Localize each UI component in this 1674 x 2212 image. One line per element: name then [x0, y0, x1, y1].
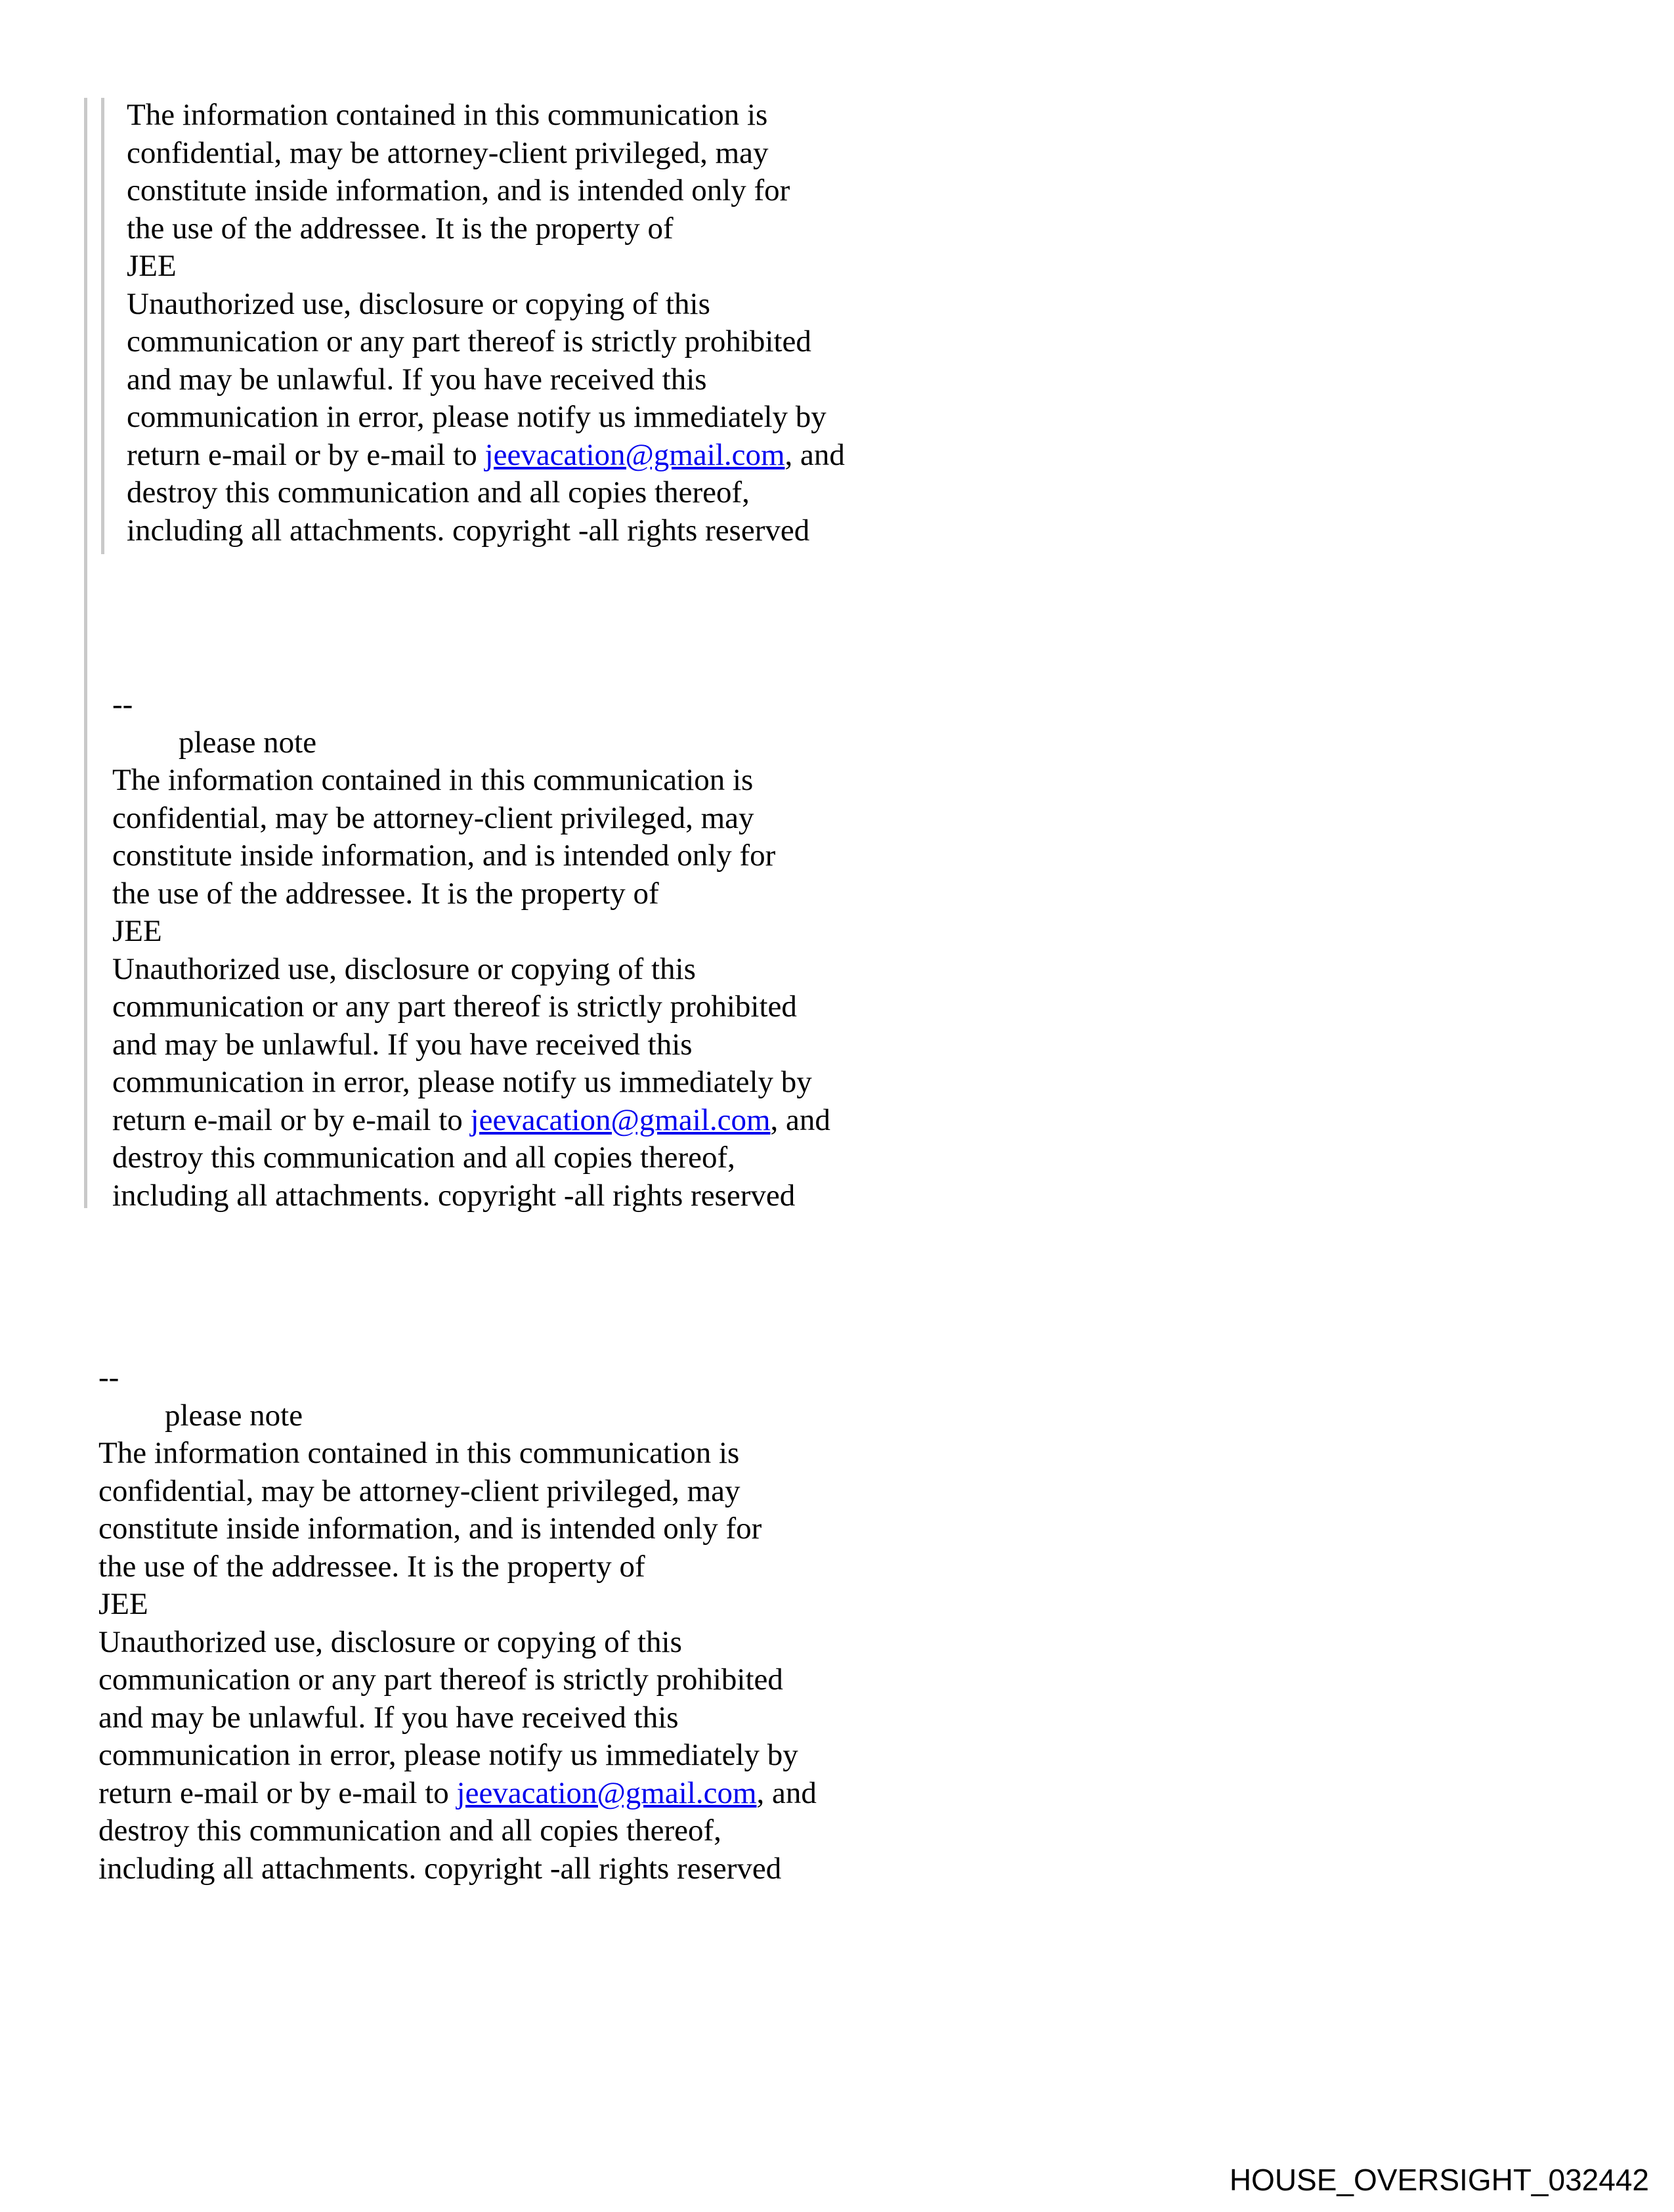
please-note-label: please note: [179, 725, 317, 760]
disclaimer-line: confidential, may be attorney-client privileged, may: [127, 135, 769, 170]
email-line-prefix: return e-mail or by e-mail to: [112, 1102, 471, 1137]
email-line-prefix: return e-mail or by e-mail to: [98, 1775, 457, 1810]
disclaimer-line: communication or any part thereof is strictly prohibited: [127, 324, 811, 358]
disclaimer-line: communication or any part thereof is strictly prohibited: [112, 989, 797, 1024]
disclaimer-lines-bottom: [112, 1139, 985, 1215]
disclaimer-line: communication or any part thereof is strictly prohibited: [98, 1662, 783, 1697]
disclaimer-line: JEE: [127, 249, 177, 283]
disclaimer-line: JEE: [112, 914, 162, 948]
disclaimer-line: communication in error, please notify us immediately by: [112, 1065, 812, 1099]
signature-separator: --: [112, 687, 133, 722]
disclaimer-line: communication in error, please notify us immediately by: [127, 400, 826, 434]
email-link[interactable]: jeevacation@gmail.com: [456, 1775, 757, 1810]
disclaimer-line: the use of the addressee. It is the property of: [98, 1549, 645, 1584]
disclaimer-line: Unauthorized use, disclosure or copying of this: [112, 951, 696, 986]
email-link[interactable]: jeevacation@gmail.com: [470, 1102, 771, 1137]
disclaimer-line: confidential, may be attorney-client privileged, may: [112, 800, 754, 835]
disclaimer-line: destroy this communication and all copies thereof,: [112, 1140, 735, 1175]
disclaimer-block-3: [98, 1359, 972, 1888]
disclaimer-line: Unauthorized use, disclosure or copying of this: [98, 1624, 682, 1659]
disclaimer-lines-top: [112, 762, 985, 1102]
disclaimer-line: The information contained in this communication is: [98, 1436, 740, 1470]
disclaimer-line: constitute inside information, and is intended only for: [112, 838, 776, 873]
disclaimer-line: destroy this communication and all copies thereof,: [98, 1813, 721, 1848]
disclaimer-email-line: [98, 1775, 972, 1813]
disclaimer-line: and may be unlawful. If you have received this: [98, 1700, 679, 1735]
disclaimer-line: and may be unlawful. If you have received this: [127, 362, 707, 397]
disclaimer-line: The information contained in this communication is: [112, 763, 754, 797]
disclaimer-line: constitute inside information, and is intended only for: [98, 1511, 762, 1546]
email-line-prefix: return e-mail or by e-mail to: [127, 437, 485, 472]
disclaimer-lines-bottom: [127, 474, 1000, 550]
disclaimer-line: communication in error, please notify us immediately by: [98, 1738, 798, 1772]
email-line-suffix: , and: [770, 1102, 830, 1137]
disclaimer-lines-top: [127, 97, 1000, 437]
disclaimer-lines-top: [98, 1435, 972, 1775]
disclaimer-line: The information contained in this communication is: [127, 98, 768, 132]
email-link[interactable]: jeevacation@gmail.com: [484, 437, 785, 472]
disclaimer-line: including all attachments. copyright -all rights reserved: [112, 1178, 796, 1213]
email-line-suffix: , and: [756, 1775, 817, 1810]
disclaimer-line: JEE: [98, 1587, 148, 1621]
signature-separator: --: [98, 1360, 119, 1395]
bates-stamp: HOUSE_OVERSIGHT_032442: [1229, 2163, 1649, 2197]
quote-bar-outer: [84, 98, 87, 1208]
disclaimer-line: destroy this communication and all copies thereof,: [127, 475, 750, 510]
disclaimer-line: including all attachments. copyright -all rights reserved: [127, 513, 810, 548]
please-note-label: please note: [165, 1398, 303, 1433]
disclaimer-lines-bottom: [98, 1812, 972, 1888]
disclaimer-line: the use of the addressee. It is the property of: [127, 211, 674, 246]
disclaimer-line: including all attachments. copyright -all rights reserved: [98, 1851, 782, 1886]
quote-bar-inner: [101, 98, 104, 554]
disclaimer-email-line: [127, 437, 1000, 475]
email-line-suffix: , and: [784, 437, 845, 472]
disclaimer-line: Unauthorized use, disclosure or copying of this: [127, 286, 710, 321]
quoted-disclaimer-block-2: [112, 686, 985, 1215]
disclaimer-line: confidential, may be attorney-client privileged, may: [98, 1473, 740, 1508]
disclaimer-line: the use of the addressee. It is the property of: [112, 876, 659, 911]
disclaimer-line: constitute inside information, and is intended only for: [127, 173, 790, 207]
disclaimer-email-line: [112, 1102, 985, 1140]
disclaimer-line: and may be unlawful. If you have received this: [112, 1027, 693, 1062]
quoted-disclaimer-block-1: [127, 97, 1000, 550]
